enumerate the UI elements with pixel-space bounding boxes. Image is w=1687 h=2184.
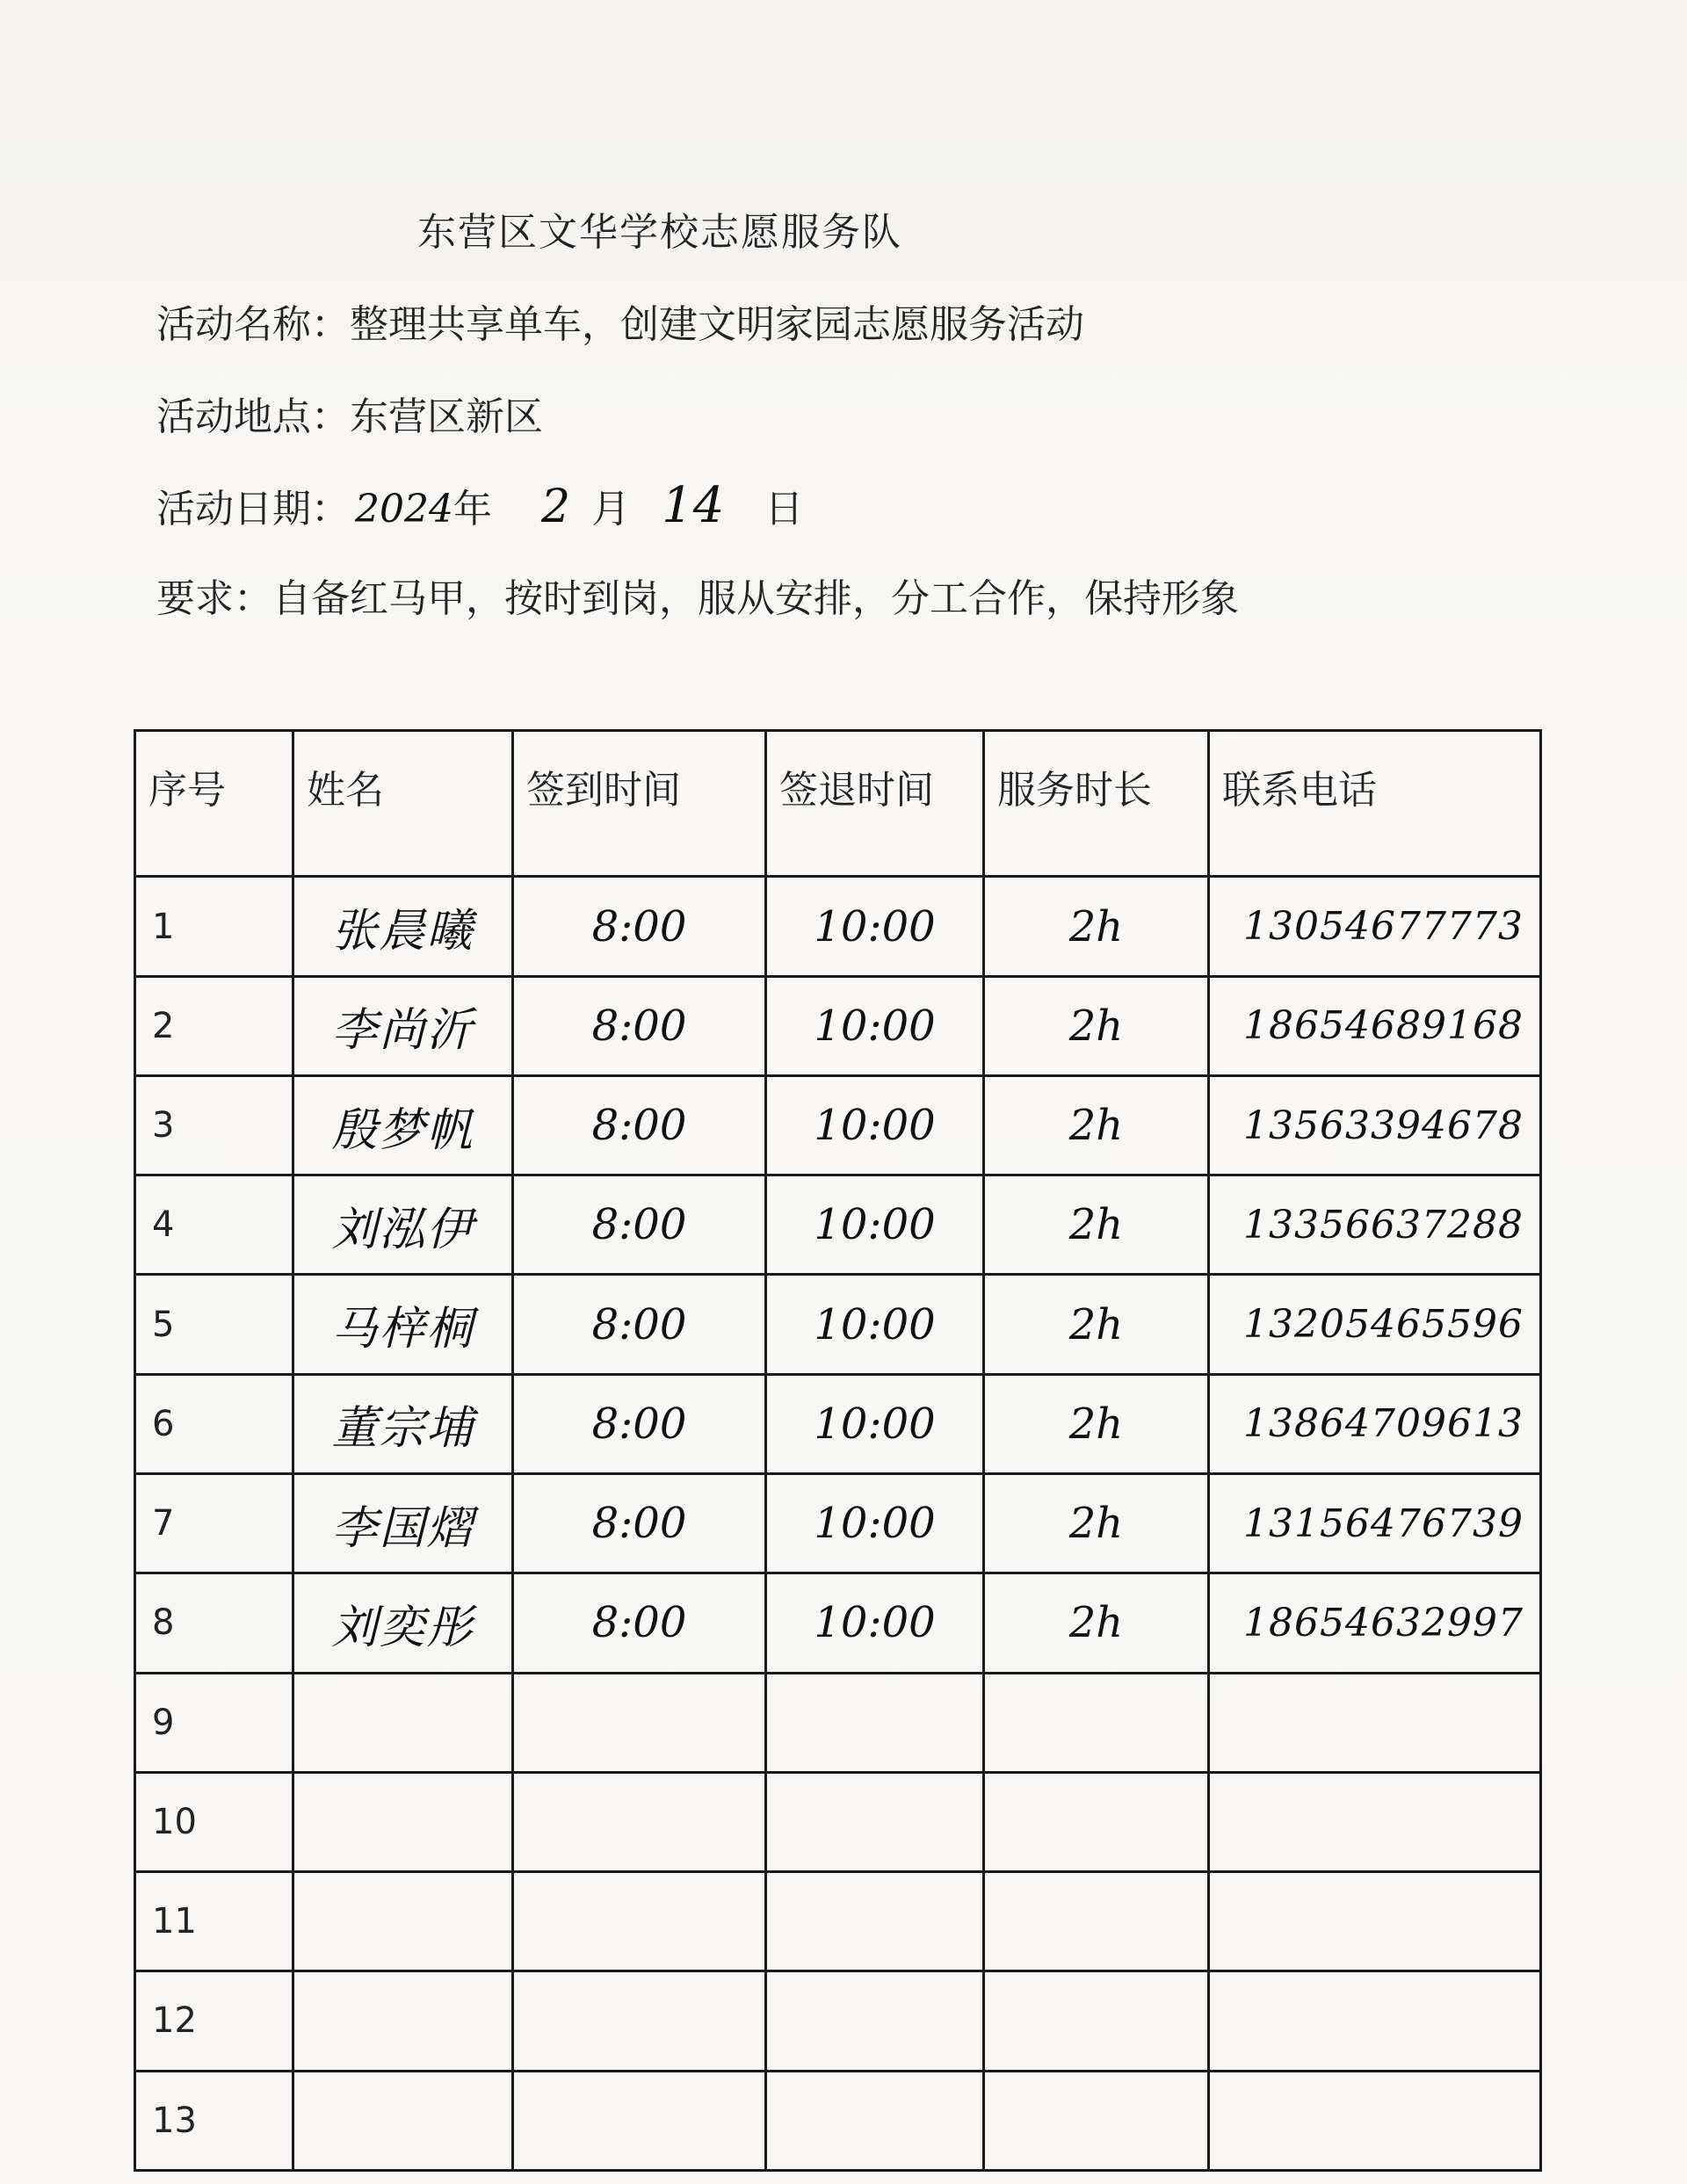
volunteer-name — [293, 2071, 513, 2170]
sign-out-time: 10:00 — [766, 976, 984, 1075]
sign-in-table — [134, 729, 1542, 2172]
row-number: 5 — [135, 1275, 293, 1374]
date-year-handwritten: 2024 — [355, 487, 453, 532]
activity-name-label: 活动名称： — [156, 302, 350, 347]
contact-phone: 13205465596 — [1209, 1275, 1541, 1374]
service-duration — [984, 1772, 1209, 1871]
sign-out-time: 10:00 — [766, 1075, 984, 1175]
activity-name-value: 整理共享单车，创建文明家园志愿服务活动 — [350, 302, 1084, 347]
row-number: 4 — [135, 1175, 293, 1275]
sign-in-time: 8:00 — [513, 877, 766, 976]
row-number: 8 — [135, 1573, 293, 1673]
table-row — [135, 976, 1541, 1075]
date-day-handwritten: 14 — [662, 477, 725, 534]
volunteer-name — [293, 1673, 513, 1772]
table-row — [135, 1075, 1541, 1175]
date-year-unit: 年 — [453, 487, 492, 532]
activity-location-value: 东营区新区 — [350, 394, 543, 439]
volunteer-name: 李尚沂 — [293, 976, 513, 1075]
sign-in-time — [513, 1772, 766, 1871]
table-row — [135, 1374, 1541, 1473]
contact-phone: 13864709613 — [1209, 1374, 1541, 1473]
activity-location-label: 活动地点： — [156, 394, 350, 439]
requirement-label: 要求： — [156, 576, 272, 621]
contact-phone: 18654632997 — [1209, 1573, 1541, 1673]
sign-in-time: 8:00 — [513, 1573, 766, 1673]
contact-phone: 13356637288 — [1209, 1175, 1541, 1275]
column-header-name: 姓名 — [293, 731, 513, 877]
sign-out-time: 10:00 — [766, 1473, 984, 1573]
volunteer-name: 殷梦帆 — [293, 1075, 513, 1175]
sign-in-time: 8:00 — [513, 1175, 766, 1275]
row-number: 9 — [135, 1673, 293, 1772]
row-number: 1 — [135, 877, 293, 976]
service-duration: 2h — [984, 877, 1209, 976]
volunteer-name — [293, 1872, 513, 1971]
contact-phone — [1209, 1872, 1541, 1971]
sign-out-time — [766, 1872, 984, 1971]
sign-in-time — [513, 1872, 766, 1971]
activity-name-line — [156, 293, 1084, 349]
contact-phone — [1209, 1673, 1541, 1772]
volunteer-name: 马梓桐 — [293, 1275, 513, 1374]
date-month-unit: 月 — [591, 487, 631, 532]
sign-out-time — [766, 1772, 984, 1871]
service-duration: 2h — [984, 1075, 1209, 1175]
service-duration: 2h — [984, 1473, 1209, 1573]
service-duration — [984, 1673, 1209, 1772]
sign-out-time — [766, 1971, 984, 2071]
row-number: 10 — [135, 1772, 293, 1871]
volunteer-name: 刘泓伊 — [293, 1175, 513, 1275]
requirement-line — [156, 567, 1239, 623]
service-duration: 2h — [984, 1175, 1209, 1275]
table-header-row — [135, 731, 1541, 877]
row-number: 3 — [135, 1075, 293, 1175]
sign-in-time: 8:00 — [513, 976, 766, 1075]
table-row — [135, 1175, 1541, 1275]
volunteer-name: 刘奕彤 — [293, 1573, 513, 1673]
table-row — [135, 1971, 1541, 2071]
sign-out-time: 10:00 — [766, 1573, 984, 1673]
column-header-sign-in: 签到时间 — [513, 731, 766, 877]
service-duration — [984, 2071, 1209, 2170]
activity-date-label: 活动日期： — [156, 487, 350, 532]
sign-out-time: 10:00 — [766, 1374, 984, 1473]
page-title: 东营区文华学校志愿服务队 — [417, 210, 902, 255]
contact-phone: 18654689168 — [1209, 976, 1541, 1075]
sign-in-time: 8:00 — [513, 1275, 766, 1374]
sign-out-time: 10:00 — [766, 1175, 984, 1275]
activity-location-line — [156, 385, 543, 441]
sign-in-time — [513, 1673, 766, 1772]
volunteer-name: 李国熠 — [293, 1473, 513, 1573]
row-number: 7 — [135, 1473, 293, 1573]
contact-phone — [1209, 1772, 1541, 1871]
contact-phone: 13054677773 — [1209, 877, 1541, 976]
column-header-phone: 联系电话 — [1209, 731, 1541, 877]
date-month-handwritten: 2 — [540, 481, 571, 533]
sign-out-time — [766, 1673, 984, 1772]
contact-phone: 13563394678 — [1209, 1075, 1541, 1175]
volunteer-name — [293, 1772, 513, 1871]
sign-out-time — [766, 2071, 984, 2170]
column-header-sign-out: 签退时间 — [766, 731, 984, 877]
activity-date-line — [156, 477, 803, 534]
sign-out-time: 10:00 — [766, 877, 984, 976]
date-day-unit: 日 — [764, 487, 804, 532]
table-row — [135, 1275, 1541, 1374]
volunteer-name — [293, 1971, 513, 2071]
service-duration — [984, 1872, 1209, 1971]
table-row — [135, 1772, 1541, 1871]
sign-in-time: 8:00 — [513, 1075, 766, 1175]
row-number: 6 — [135, 1374, 293, 1473]
row-number: 2 — [135, 976, 293, 1075]
table-row — [135, 1673, 1541, 1772]
table-row — [135, 1573, 1541, 1673]
sign-in-time — [513, 2071, 766, 2170]
column-header-no: 序号 — [135, 731, 293, 877]
service-duration — [984, 1971, 1209, 2071]
volunteer-name: 董宗埔 — [293, 1374, 513, 1473]
column-header-duration: 服务时长 — [984, 731, 1209, 877]
table-row — [135, 877, 1541, 976]
requirement-value: 自备红马甲，按时到岗，服从安排，分工合作，保持形象 — [272, 576, 1239, 621]
volunteer-name: 张晨曦 — [293, 877, 513, 976]
sign-in-time: 8:00 — [513, 1473, 766, 1573]
service-duration: 2h — [984, 1275, 1209, 1374]
row-number: 11 — [135, 1872, 293, 1971]
contact-phone — [1209, 1971, 1541, 2071]
contact-phone — [1209, 2071, 1541, 2170]
table-row — [135, 2071, 1541, 2170]
sign-out-time: 10:00 — [766, 1275, 984, 1374]
sign-in-time — [513, 1971, 766, 2071]
service-duration: 2h — [984, 1573, 1209, 1673]
table-row — [135, 1872, 1541, 1971]
row-number: 13 — [135, 2071, 293, 2170]
service-duration: 2h — [984, 976, 1209, 1075]
sign-in-time: 8:00 — [513, 1374, 766, 1473]
service-duration: 2h — [984, 1374, 1209, 1473]
contact-phone: 13156476739 — [1209, 1473, 1541, 1573]
row-number: 12 — [135, 1971, 293, 2071]
table-row — [135, 1473, 1541, 1573]
